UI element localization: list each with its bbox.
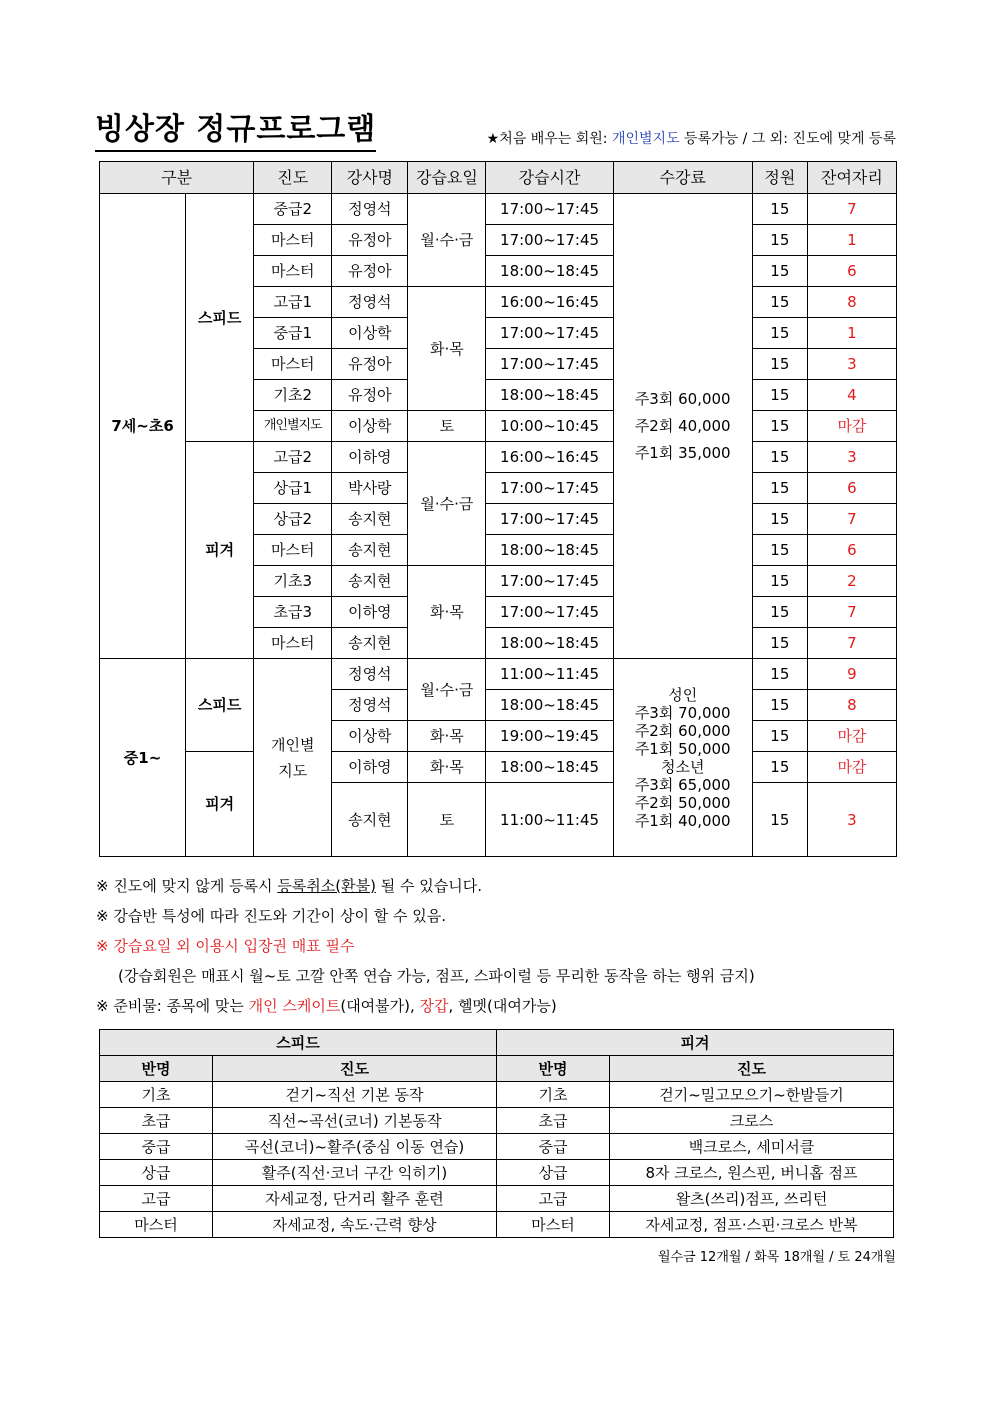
- level-cell: 고급1: [254, 287, 332, 318]
- instructor-cell: 이하영: [332, 752, 408, 783]
- days-cell: 토: [408, 783, 486, 857]
- figure-level: 걷기~밀고모으기~한발들기: [610, 1082, 894, 1108]
- instructor-cell: 유정아: [332, 256, 408, 287]
- instructor-cell: 정영석: [332, 659, 408, 690]
- figure-level: 크로스: [610, 1108, 894, 1134]
- class-header: 반명: [100, 1056, 213, 1082]
- category-speed-adult: 스피드: [186, 659, 254, 752]
- remaining-cell: 마감: [807, 411, 896, 442]
- remaining-cell: 1: [807, 225, 896, 256]
- table-row: [100, 1134, 894, 1160]
- capacity-cell: 15: [752, 721, 807, 752]
- capacity-cell: 15: [752, 194, 807, 225]
- table-row: [100, 1108, 894, 1134]
- capacity-cell: 15: [752, 783, 807, 857]
- instructor-cell: 정영석: [332, 690, 408, 721]
- instructor-cell: 이하영: [332, 597, 408, 628]
- category-figure-adult: 피겨: [186, 752, 254, 857]
- remaining-cell: 7: [807, 194, 896, 225]
- remaining-cell: 6: [807, 535, 896, 566]
- remaining-cell: 7: [807, 504, 896, 535]
- capacity-cell: 15: [752, 690, 807, 721]
- level-cell: 고급2: [254, 442, 332, 473]
- fee-kids: 주3회 60,000 주2회 40,000 주1회 35,000: [613, 194, 752, 659]
- time-cell: 18:00~18:45: [486, 380, 613, 411]
- note-5: ※ 준비물: 종목에 맞는 개인 스케이트(대여불가), 장갑, 헬멧(대여가능): [96, 997, 557, 1015]
- figure-class: 고급: [497, 1186, 610, 1212]
- time-cell: 11:00~11:45: [486, 659, 613, 690]
- registration-note: ★처음 배우는 회원: 개인별지도 등록가능 / 그 외: 진도에 맞게 등록: [486, 131, 896, 147]
- instructor-cell: 송지현: [332, 628, 408, 659]
- time-cell: 17:00~17:45: [486, 597, 613, 628]
- remaining-cell: 3: [807, 442, 896, 473]
- time-cell: 16:00~16:45: [486, 287, 613, 318]
- level-cell: 마스터: [254, 535, 332, 566]
- instructor-cell: 이상학: [332, 411, 408, 442]
- level-header: 진도: [610, 1056, 894, 1082]
- page-title: 빙상장 정규프로그램: [95, 112, 376, 152]
- capacity-cell: 15: [752, 566, 807, 597]
- capacity-cell: 15: [752, 287, 807, 318]
- days-cell: 화·목: [408, 566, 486, 659]
- table-row: [100, 752, 897, 783]
- instructor-cell: 이하영: [332, 442, 408, 473]
- instructor-cell: 정영석: [332, 194, 408, 225]
- instructor-cell: 유정아: [332, 380, 408, 411]
- header-remaining: 잔여자리: [807, 162, 896, 194]
- time-cell: 17:00~17:45: [486, 566, 613, 597]
- figure-level: 왈츠(쓰리)점프, 쓰리턴: [610, 1186, 894, 1212]
- levels-table: [99, 1029, 894, 1238]
- level-header: 진도: [213, 1056, 497, 1082]
- header-capacity: 정원: [752, 162, 807, 194]
- time-cell: 18:00~18:45: [486, 752, 613, 783]
- fee-adult: 성인 주3회 70,000 주2회 60,000 주1회 50,000 청소년 주3회 65,000 주2회 50,000 주1회 40,000: [613, 659, 752, 857]
- table-row: [100, 1186, 894, 1212]
- days-cell: 토: [408, 411, 486, 442]
- remaining-cell: 마감: [807, 721, 896, 752]
- capacity-cell: 15: [752, 473, 807, 504]
- remaining-cell: 3: [807, 783, 896, 857]
- time-cell: 17:00~17:45: [486, 194, 613, 225]
- figure-level: 8자 크로스, 원스핀, 버니홉 점프: [610, 1160, 894, 1186]
- instructor-cell: 박사랑: [332, 473, 408, 504]
- note-4: (강습회원은 매표시 월~토 고깔 안쪽 연습 가능, 점프, 스파이럴 등 무리한 동작을 하는 행위 금지): [118, 967, 755, 985]
- capacity-cell: 15: [752, 256, 807, 287]
- level-cell: 상급1: [254, 473, 332, 504]
- instructor-cell: 정영석: [332, 287, 408, 318]
- remaining-cell: 6: [807, 473, 896, 504]
- days-cell: 화·목: [408, 287, 486, 411]
- instructor-cell: 유정아: [332, 349, 408, 380]
- header-fee: 수강료: [613, 162, 752, 194]
- speed-level: 자세교정, 단거리 활주 훈련: [213, 1186, 497, 1212]
- time-cell: 17:00~17:45: [486, 473, 613, 504]
- category-speed: 스피드: [186, 194, 254, 442]
- level-cell: 중급2: [254, 194, 332, 225]
- remaining-cell: 1: [807, 318, 896, 349]
- time-cell: 17:00~17:45: [486, 349, 613, 380]
- days-cell: 월·수·금: [408, 442, 486, 566]
- capacity-cell: 15: [752, 380, 807, 411]
- time-cell: 17:00~17:45: [486, 318, 613, 349]
- instructor-cell: 이상학: [332, 721, 408, 752]
- levels-figure-header: 피겨: [497, 1030, 894, 1056]
- instructor-cell: 이상학: [332, 318, 408, 349]
- remaining-cell: 마감: [807, 752, 896, 783]
- level-individual: 개인별 지도: [254, 659, 332, 857]
- remaining-cell: 3: [807, 349, 896, 380]
- table-row: [100, 1212, 894, 1238]
- capacity-cell: 15: [752, 597, 807, 628]
- table-row: [100, 1082, 894, 1108]
- days-cell: 월·수·금: [408, 194, 486, 287]
- note-2: ※ 강습반 특성에 따라 진도와 기간이 상이 할 수 있음.: [96, 907, 447, 925]
- speed-level: 직선~곡선(코너) 기본동작: [213, 1108, 497, 1134]
- capacity-cell: 15: [752, 442, 807, 473]
- table-row: [100, 194, 897, 225]
- level-cell: 상급2: [254, 504, 332, 535]
- instructor-cell: 송지현: [332, 535, 408, 566]
- level-cell: 초급3: [254, 597, 332, 628]
- time-cell: 18:00~18:45: [486, 535, 613, 566]
- capacity-cell: 15: [752, 659, 807, 690]
- category-figure: 피겨: [186, 442, 254, 659]
- days-cell: 월·수·금: [408, 659, 486, 721]
- time-cell: 17:00~17:45: [486, 504, 613, 535]
- speed-class: 마스터: [100, 1212, 213, 1238]
- table-row: [100, 659, 897, 690]
- figure-level: 백크로스, 세미서클: [610, 1134, 894, 1160]
- speed-level: 걷기~직선 기본 동작: [213, 1082, 497, 1108]
- time-cell: 10:00~10:45: [486, 411, 613, 442]
- group-adult: 중1~: [100, 659, 186, 857]
- level-cell: 마스터: [254, 349, 332, 380]
- time-cell: 18:00~18:45: [486, 628, 613, 659]
- figure-class: 초급: [497, 1108, 610, 1134]
- speed-class: 상급: [100, 1160, 213, 1186]
- capacity-cell: 15: [752, 628, 807, 659]
- instructor-cell: 송지현: [332, 783, 408, 857]
- capacity-cell: 15: [752, 535, 807, 566]
- period-footer: 월수금 12개월 / 화목 18개월 / 토 24개월: [657, 1250, 896, 1265]
- note-3: ※ 강습요일 외 이용시 입장권 매표 필수: [96, 937, 355, 955]
- instructor-cell: 유정아: [332, 225, 408, 256]
- remaining-cell: 7: [807, 597, 896, 628]
- level-cell: 중급1: [254, 318, 332, 349]
- speed-level: 자세교정, 속도·근력 향상: [213, 1212, 497, 1238]
- remaining-cell: 7: [807, 628, 896, 659]
- time-cell: 11:00~11:45: [486, 783, 613, 857]
- figure-level: 자세교정, 점프·스핀·크로스 반복: [610, 1212, 894, 1238]
- speed-level: 곡선(코너)~활주(중심 이동 연습): [213, 1134, 497, 1160]
- days-cell: 화·목: [408, 752, 486, 783]
- speed-class: 초급: [100, 1108, 213, 1134]
- level-cell: 마스터: [254, 628, 332, 659]
- note-1: ※ 진도에 맞지 않게 등록시 등록취소(환불) 될 수 있습니다.: [96, 877, 482, 895]
- header-level: 진도: [254, 162, 332, 194]
- level-cell: 개인별지도: [254, 411, 332, 442]
- level-cell: 마스터: [254, 256, 332, 287]
- capacity-cell: 15: [752, 752, 807, 783]
- levels-speed-header: 스피드: [100, 1030, 497, 1056]
- speed-class: 중급: [100, 1134, 213, 1160]
- header-days: 강습요일: [408, 162, 486, 194]
- figure-class: 기초: [497, 1082, 610, 1108]
- table-row: [100, 442, 897, 473]
- remaining-cell: 8: [807, 690, 896, 721]
- instructor-cell: 송지현: [332, 504, 408, 535]
- figure-class: 상급: [497, 1160, 610, 1186]
- time-cell: 17:00~17:45: [486, 225, 613, 256]
- notes: [96, 873, 906, 1023]
- speed-class: 고급: [100, 1186, 213, 1212]
- capacity-cell: 15: [752, 349, 807, 380]
- speed-class: 기초: [100, 1082, 213, 1108]
- remaining-cell: 2: [807, 566, 896, 597]
- level-cell: 기초3: [254, 566, 332, 597]
- class-header: 반명: [497, 1056, 610, 1082]
- header-instructor: 강사명: [332, 162, 408, 194]
- remaining-cell: 6: [807, 256, 896, 287]
- days-cell: 화·목: [408, 721, 486, 752]
- group-kids: 7세~초6: [100, 194, 186, 659]
- capacity-cell: 15: [752, 318, 807, 349]
- level-cell: 기초2: [254, 380, 332, 411]
- capacity-cell: 15: [752, 225, 807, 256]
- capacity-cell: 15: [752, 504, 807, 535]
- header-time: 강습시간: [486, 162, 613, 194]
- remaining-cell: 8: [807, 287, 896, 318]
- instructor-cell: 송지현: [332, 566, 408, 597]
- speed-level: 활주(직선·코너 구간 익히기): [213, 1160, 497, 1186]
- capacity-cell: 15: [752, 411, 807, 442]
- header-category: 구분: [100, 162, 254, 194]
- time-cell: 18:00~18:45: [486, 690, 613, 721]
- remaining-cell: 4: [807, 380, 896, 411]
- level-cell: 마스터: [254, 225, 332, 256]
- time-cell: 18:00~18:45: [486, 256, 613, 287]
- time-cell: 16:00~16:45: [486, 442, 613, 473]
- figure-class: 마스터: [497, 1212, 610, 1238]
- schedule-table: [99, 161, 897, 857]
- figure-class: 중급: [497, 1134, 610, 1160]
- remaining-cell: 9: [807, 659, 896, 690]
- table-row: [100, 1160, 894, 1186]
- time-cell: 19:00~19:45: [486, 721, 613, 752]
